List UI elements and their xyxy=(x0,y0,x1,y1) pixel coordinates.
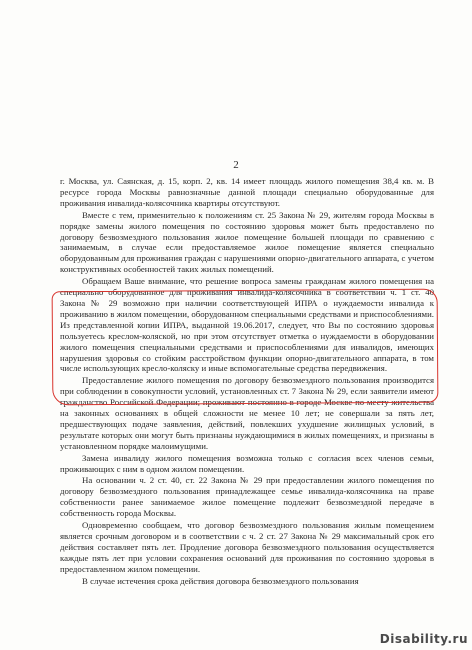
paragraph: Вместе с тем, применительно к положениям ст. 25 Закона № 29, жителям города Москвы в порядке замены жилого помещения по состоянию здоровья может быть предоставлено по договору безвозмездного пользования жилое помещение большей площади по сравнению с занимаемым, в случае если предоставляемое жилое помещение является специально оборудованным для проживания граждан с нарушениями опорно-двигательного аппарата, с учетом конструктивных особенностей таких жилых помещений. xyxy=(60,209,434,275)
site-watermark: Disability.ru xyxy=(379,632,468,646)
paragraph: Предоставление жилого помещения по договору безвозмездного пользования производится при соблюдении в совокупности условий, установленных ст. 7 Закона № 29, если заявители имеют гражданство Российской Федерации; проживают постоянно в городе Москве по месту жительства на законных основаниях в общей сложности не менее 10 лет; не совершали за пять лет, предшествующих подаче заявления, действий, повлекших ухудшение жилищных условий, в результате которых они могут быть признаны нуждающимися в жилых помещениях, и признаны в установленном порядке малоимущими. xyxy=(60,375,434,451)
letter-body xyxy=(60,176,434,588)
paragraph: Замена инвалиду жилого помещения возможна только с согласия всех членов семьи, проживающих с ним в одном жилом помещении. xyxy=(60,452,434,474)
paragraph: г. Москва, ул. Саянская, д. 15, корп. 2, кв. 14 имеет площадь жилого помещения 38,4 кв. м. В ресурсе города Москвы равнозначные данной площади специально оборудованные для проживания инвалида-колясочника квартиры отсутствуют. xyxy=(60,176,434,208)
paragraph: В случае истечения срока действия договора безвозмездного пользования xyxy=(82,575,359,586)
highlighted-paragraph: Обращаем Ваше внимание, что решение вопроса замены гражданам жилого помещения на специально оборудованное для проживания инвалида-колясочника в соответствии ч. 1 ст. 40 Закона № 29 возможно при наличии соответствующей ИПРА о нуждаемости инвалида к проживанию в жилом помещении, оборудованном специальными средствами и приспособлениями. Из представленной копии ИПРА, выданной 19.06.2017, следует, что Вы по состоянию здоровья пользуетесь креслом-коляской, но при этом отсутствует отметка о нуждаемости в оборудовании жилого помещения специальными средствами и приспособлениями для инвалидов, имеющих нарушения здоровья со стойким расстройством функции опорно-двигательного аппарата, в том числе использующих кресло-коляску и иные вспомогательные средства передвижения. xyxy=(60,276,434,374)
paragraph: На основании ч. 2 ст. 40, ст. 22 Закона № 29 при предоставлении жилого помещения по договору безвозмездного пользования принадлежащее семье инвалида-колясочника на праве собственности ранее занимаемое жилое помещение подлежит безвозмездной передаче в собственность города Москвы. xyxy=(60,475,434,519)
page-number: 2 xyxy=(233,159,239,171)
paragraph: Одновременно сообщаем, что договор безвозмездного пользования жилым помещением является срочным договором и в соответствии с ч. 2 ст. 27 Закона № 29 максимальный срок его действия составляет пять лет. Продление договора безвозмездного пользования осуществляется каждые пять лет при условии сохранения оснований для проживания по состоянию здоровья в предоставленном жилом помещении. xyxy=(60,520,434,574)
